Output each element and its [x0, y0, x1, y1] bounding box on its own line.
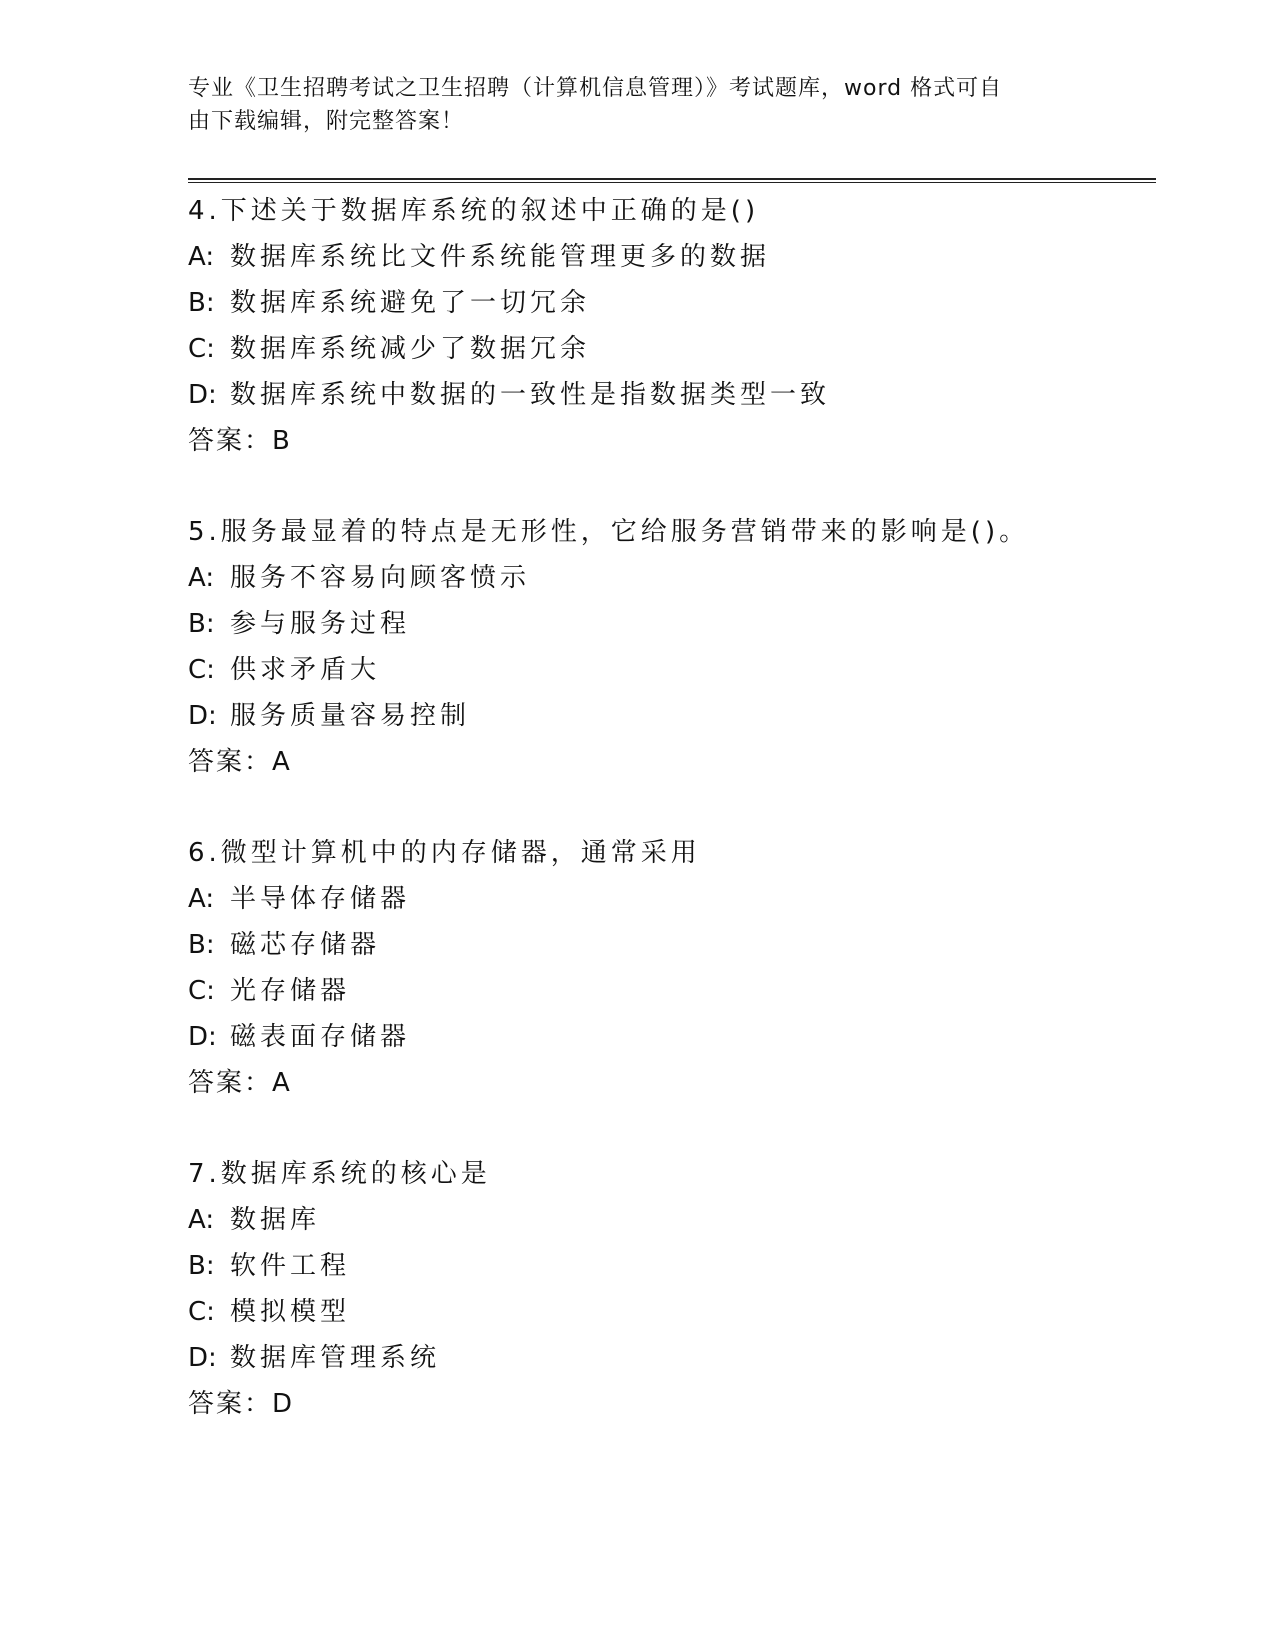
option-d [188, 693, 1148, 739]
option-text: 数据库系统比文件系统能管理更多的数据 [230, 242, 771, 272]
option-letter: B: [188, 288, 215, 318]
option-d [188, 372, 1148, 418]
option-text: 光存储器 [230, 976, 351, 1006]
header-divider [188, 178, 1156, 183]
question-stem: 4.下述关于数据库系统的叙述中正确的是() [188, 196, 760, 226]
option-text: 数据库系统减少了数据冗余 [230, 334, 591, 364]
header-line-2: 由下载编辑，附完整答案！ [188, 109, 465, 134]
option-letter: A: [188, 242, 215, 272]
question-stem: 6.微型计算机中的内存储器，通常采用 [188, 838, 701, 868]
option-c [188, 647, 1148, 693]
header-line-1: 专业《卫生招聘考试之卫生招聘（计算机信息管理）》考试题库，word 格式可自 [188, 76, 1003, 101]
option-letter: A: [188, 563, 215, 593]
answer-line [188, 1060, 1148, 1106]
answer-line [188, 739, 1148, 785]
answer-line [188, 418, 1148, 464]
option-c [188, 968, 1148, 1014]
answer-value: A [272, 747, 292, 777]
question-stem: 5.服务最显着的特点是无形性，它给服务营销带来的影响是()。 [188, 517, 1030, 547]
option-text: 磁表面存储器 [230, 1022, 411, 1052]
option-letter: C: [188, 334, 215, 364]
option-letter: D: [188, 1343, 217, 1373]
option-letter: A: [188, 1205, 215, 1235]
option-letter: D: [188, 380, 217, 410]
option-b [188, 280, 1148, 326]
document-header [188, 72, 1068, 138]
option-text: 数据库系统避免了一切冗余 [230, 288, 591, 318]
answer-value: D [272, 1389, 295, 1419]
option-text: 数据库 [230, 1205, 321, 1235]
answer-value: B [272, 426, 292, 456]
option-letter: D: [188, 1022, 217, 1052]
option-text: 数据库系统中数据的一致性是指数据类型一致 [230, 380, 831, 410]
option-b [188, 1243, 1148, 1289]
answer-label: 答案： [188, 426, 273, 456]
option-a [188, 876, 1148, 922]
option-text: 数据库管理系统 [230, 1343, 441, 1373]
option-text: 服务不容易向顾客愤示 [230, 563, 531, 593]
question-6 [188, 830, 1148, 1106]
option-text: 磁芯存储器 [230, 930, 381, 960]
option-a [188, 555, 1148, 601]
option-c [188, 1289, 1148, 1335]
option-letter: B: [188, 609, 215, 639]
answer-line [188, 1381, 1148, 1427]
option-text: 服务质量容易控制 [230, 701, 471, 731]
answer-label: 答案： [188, 747, 273, 777]
question-list [188, 188, 1148, 1472]
option-letter: C: [188, 655, 215, 685]
question-4 [188, 188, 1148, 464]
option-a [188, 234, 1148, 280]
option-text: 参与服务过程 [230, 609, 411, 639]
question-5 [188, 509, 1148, 785]
option-letter: B: [188, 930, 215, 960]
option-b [188, 922, 1148, 968]
answer-value: A [272, 1068, 292, 1098]
question-7 [188, 1151, 1148, 1427]
option-letter: C: [188, 1297, 215, 1327]
option-text: 半导体存储器 [230, 884, 411, 914]
option-b [188, 601, 1148, 647]
option-letter: C: [188, 976, 215, 1006]
option-a [188, 1197, 1148, 1243]
option-text: 模拟模型 [230, 1297, 351, 1327]
option-letter: D: [188, 701, 217, 731]
option-d [188, 1335, 1148, 1381]
option-c [188, 326, 1148, 372]
answer-label: 答案： [188, 1389, 273, 1419]
option-letter: A: [188, 884, 215, 914]
option-d [188, 1014, 1148, 1060]
option-text: 软件工程 [230, 1251, 351, 1281]
option-letter: B: [188, 1251, 215, 1281]
answer-label: 答案： [188, 1068, 273, 1098]
question-stem: 7.数据库系统的核心是 [188, 1159, 491, 1189]
option-text: 供求矛盾大 [230, 655, 381, 685]
